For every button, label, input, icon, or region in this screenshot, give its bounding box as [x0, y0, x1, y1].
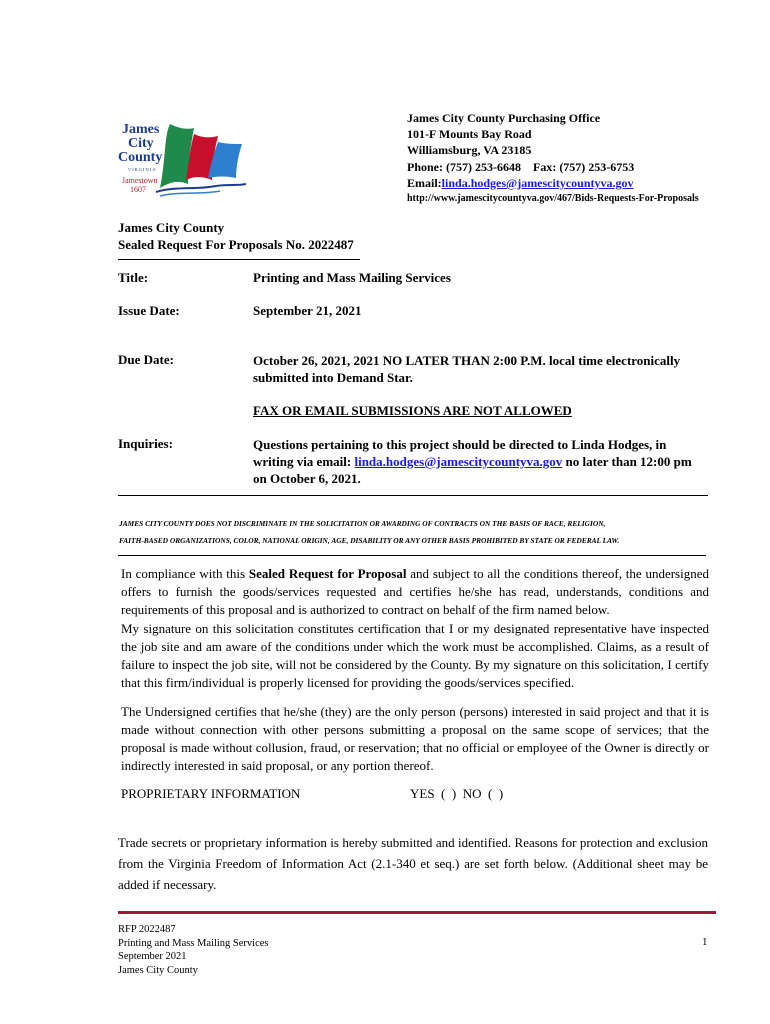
title-label: Title: — [118, 270, 149, 285]
signature-paragraph: My signature on this solicitation constitutes certification that I or my designated representative have inspected the job site and am aware of the conditions under which the work must be accomplished. Claims, as a result of failure to inspect the job site, will not be considered by the County. By my signature on this solicitation, I certify that this firm/individual is properly licensed for providing the goods/services specified. — [121, 621, 709, 690]
issue-date-value: September 21, 2021 — [253, 303, 362, 318]
footer — [118, 923, 269, 977]
logo-text-line3: County — [118, 150, 163, 165]
title-value: Printing and Mass Mailing Services — [253, 270, 451, 285]
due-date-line2: submitted into Demand Star. — [253, 370, 413, 385]
page-number: 1 — [702, 936, 708, 948]
due-date-label: Due Date: — [118, 352, 174, 367]
logo-text-line2: City — [128, 136, 154, 151]
p1-bold: Sealed Request for Proposal — [248, 566, 407, 581]
county-logo — [116, 118, 246, 200]
separator-line-2 — [118, 555, 706, 556]
p1-post: and subject to all the conditions thereof, the undersigned offers to furnish the goods/services requested and certifies he/she has read, understands, conditions and requirements of this proposal and is authorized to contract on behalf of the firm named below. — [121, 566, 709, 617]
rfp-heading — [118, 219, 354, 253]
logo-text-line6: 1607 — [130, 185, 146, 194]
inquiries-text-a: writing via email: — [253, 454, 355, 469]
inquiries-label: Inquiries: — [118, 436, 173, 451]
footer-county: James City County — [118, 964, 198, 976]
footer-rule — [118, 911, 716, 914]
bids-url[interactable]: http://www.jamescitycountyva.gov/467/Bids-Requests-For-Proposals — [407, 193, 699, 205]
proprietary-label: PROPRIETARY INFORMATION — [121, 786, 301, 801]
undersigned-paragraph: The Undersigned certifies that he/she (they) are the only person (persons) interested in said project and that it is made without connection with other persons submitting a proposal on the same scope of services; that the proposal is made without collusion, fraud, or reservation; that no official or employee of the Owner is directly or indirectly interested in said proposal, or any portion thereof. — [121, 704, 709, 773]
inquiries-text-b: no later than 12:00 pm — [562, 454, 692, 469]
logo-text-line4: VIRGINIA — [128, 167, 157, 172]
sails-flag-icon — [156, 118, 246, 200]
inquiries-value — [253, 436, 713, 487]
compliance-paragraph — [121, 565, 709, 619]
email-label: Email: — [407, 175, 442, 190]
office-address: 101-F Mounts Bay Road — [407, 127, 532, 142]
trade-secrets-paragraph: Trade secrets or proprietary information is hereby submitted and identified. Reasons for protection and exclusion from the Virginia Freedom of Information Act (2.1-340 et seq.) are set forth below. (Additional sheet may be added if necessary. — [118, 835, 708, 892]
email-link[interactable]: linda.hodges@jamescitycountyva.gov — [441, 175, 634, 190]
inquiries-email-link[interactable]: linda.hodges@jamescitycountyva.gov — [354, 454, 563, 469]
footer-title: Printing and Mass Mailing Services — [118, 937, 269, 949]
proprietary-choice[interactable]: YES ( ) NO ( ) — [410, 786, 504, 801]
due-date-line1: October 26, 2021, 2021 NO LATER THAN 2:00 P.M. local time electronically — [253, 353, 681, 368]
separator-line-1 — [118, 495, 708, 496]
p1-pre: In compliance with this — [121, 566, 249, 581]
office-email-line — [407, 175, 699, 191]
inquiries-line2 — [253, 453, 713, 470]
issue-date-label: Issue Date: — [118, 303, 180, 318]
office-name: James City County Purchasing Office — [407, 111, 601, 125]
heading-underline — [118, 259, 360, 260]
logo-text-line1: James — [122, 122, 160, 137]
office-phone: Phone: (757) 253-6648 Fax: (757) 253-6753 — [407, 159, 635, 174]
footer-rfp-number: RFP 2022487 — [118, 924, 176, 935]
heading-rfp-number: Sealed Request For Proposals No. 2022487 — [118, 237, 354, 252]
inquiries-line3: on October 6, 2021. — [253, 471, 361, 486]
contact-block — [407, 110, 699, 207]
logo-text-line5: Jamestown — [122, 176, 158, 185]
heading-county: James City County — [118, 220, 225, 235]
inquiries-line1: Questions pertaining to this project should be directed to Linda Hodges, in — [253, 437, 667, 452]
office-city: Williamsburg, VA 23185 — [407, 143, 532, 158]
notice-line1: JAMES CITY COUNTY DOES NOT DISCRIMINATE IN THE SOLICITATION OR AWARDING OF CONTRACTS ON THE BASIS OF RACE, RELIGION, — [119, 519, 606, 528]
footer-date: September 2021 — [118, 951, 187, 963]
notice-line2: FAITH-BASED ORGANIZATIONS, COLOR, NATIONAL ORIGIN, AGE, DISABILITY OR ANY OTHER BASIS PROHIBITED BY STATE OR FEDERAL LAW. — [119, 536, 620, 545]
fax-notice: FAX OR EMAIL SUBMISSIONS ARE NOT ALLOWED — [253, 403, 572, 418]
nondiscrimination-notice — [119, 515, 711, 549]
due-date-value — [253, 352, 713, 386]
